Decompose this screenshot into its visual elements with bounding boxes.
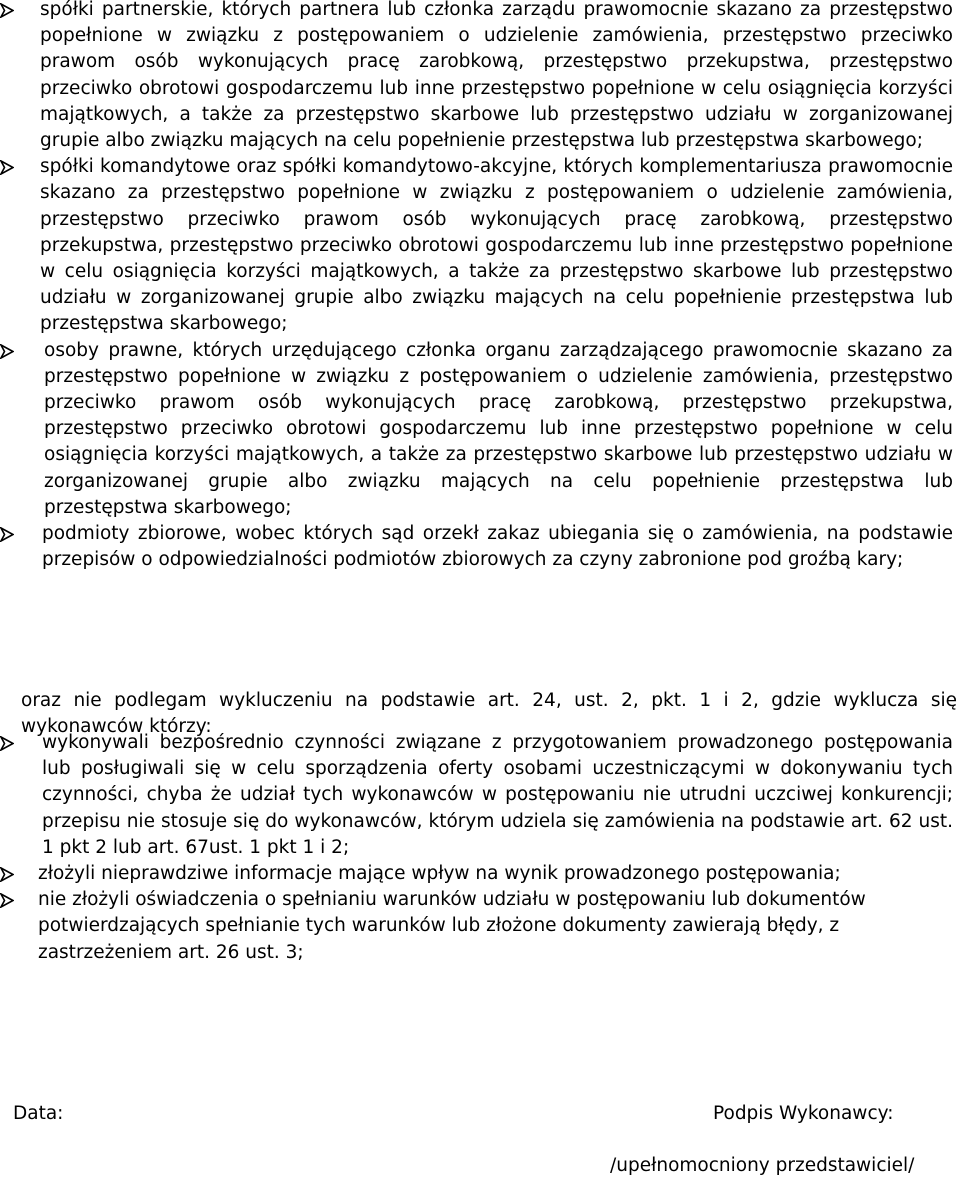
arrowhead-bullet-icon <box>0 521 16 547</box>
list-item <box>0 521 960 573</box>
list-item-text: złożyli nieprawdziwe informacje mające wpływ na wynik prowadzonego postępowania; <box>38 863 841 885</box>
date-label: Data: <box>13 1103 64 1124</box>
list-item-text: osoby prawne, których urzędującego członka organu zarządzającego prawomocnie skazano za przestępstwo popełnione w związku z postępowaniem o udzielenie zamówienia, przestępstwo przeciwko prawom osób wykonujących pracę zarobkową, przestępstwo przekupstwa, przestępstwo przeciwko obrotowi gospodarczemu lub inne przestępstwo popełnione w celu osiągnięcia korzyści majątkowych, a także za przestępstwo skarbowe lub przestępstwo udziału w zorganizowanej grupie albo związku mających na celu popełnienie przestępstwa lub przestępstwa skarbowego; <box>44 339 953 518</box>
list-item-text: spółki partnerskie, których partnera lub członka zarządu prawomocnie skazano za przestępstwo popełnione w związku z postępowaniem o udzielenie zamówienia, przestępstwo przeciwko prawom osób wykonujących pracę zarobkową, przestępstwo przekupstwa, przestępstwo przeciwko obrotowi gospodarczemu lub inne przestępstwo popełnione w celu osiągnięcia korzyści majątkowych, a także za przestępstwo skarbowe lub przestępstwo udziału w zorganizowanej grupie albo związku mających na celu popełnienie przestępstwa lub przestępstwa skarbowego; <box>40 0 953 152</box>
signature-label: Podpis Wykonawcy: <box>713 1103 894 1124</box>
exclusion-list-contractors <box>0 730 960 966</box>
list-item <box>0 861 960 887</box>
arrowhead-bullet-icon <box>0 730 16 756</box>
list-item <box>0 0 960 154</box>
arrowhead-bullet-icon <box>0 887 16 913</box>
representative-label: /upełnomocniony przedstawiciel/ <box>610 1155 915 1176</box>
exclusion-list-entities <box>0 0 960 573</box>
arrowhead-bullet-icon <box>0 861 16 887</box>
list-item <box>0 887 960 966</box>
list-item-text: nie złożyli oświadczenia o spełnianiu warunków udziału w postępowaniu lub dokumentów potwierdzających spełnianie tych warunków lub złożone dokumenty zawierają błędy, z zastrzeżeniem art. 26 ust. 3; <box>38 889 866 963</box>
list-item-text: spółki komandytowe oraz spółki komandytowo-akcyjne, których komplementariusza prawomocnie skazano za przestępstwo popełnione w związku z postępowaniem o udzielenie zamówienia, przestępstwo przeciwko prawom osób wykonujących pracę zarobkową, przestępstwo przekupstwa, przestępstwo przeciwko obrotowi gospodarczemu lub inne przestępstwo popełnione w celu osiągnięcia korzyści majątkowych, a także za przestępstwo skarbowe lub przestępstwo udziału w zorganizowanej grupie albo związku mających na celu popełnienie przestępstwa lub przestępstwa skarbowego; <box>40 156 953 335</box>
arrowhead-bullet-icon <box>0 154 16 180</box>
list-item <box>0 338 960 521</box>
list-item-text: podmioty zbiorowe, wobec których sąd orzekł zakaz ubiegania się o zamówienia, na podstawie przepisów o odpowiedzialności podmiotów zbiorowych za czyny zabronione pod groźbą kary; <box>42 523 953 571</box>
arrowhead-bullet-icon <box>0 0 16 23</box>
list-item <box>0 154 960 337</box>
arrowhead-bullet-icon <box>0 338 16 364</box>
list-item <box>0 730 960 861</box>
list-item-text: wykonywali bezpośrednio czynności związane z przygotowaniem prowadzonego postępowania lub posługiwali się w celu sporządzenia oferty osobami uczestniczącymi w dokonywaniu tych czynności, chyba że udział tych wykonawców w postępowaniu nie utrudni uczciwej konkurencji; przepisu nie stosuje się do wykonawców, którym udziela się zamówienia na podstawie art. 62 ust. 1 pkt 2 lub art. 67ust. 1 pkt 1 i 2; <box>42 732 953 858</box>
exclusion-statement: oraz nie podlegam wykluczeniu na podstawie art. 24, ust. 2, pkt. 1 i 2, gdzie wyklucza się wykonawców którzy: <box>21 689 957 737</box>
